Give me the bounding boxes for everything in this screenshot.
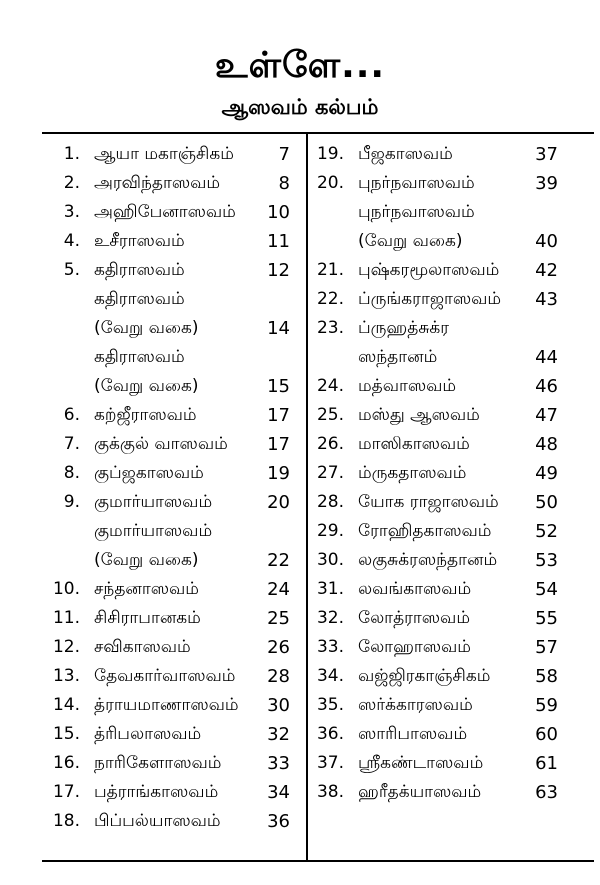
entry-title: ரோஹிதகாஸவம் <box>358 521 492 541</box>
entry-number: 16. <box>52 753 80 773</box>
toc-entry <box>310 372 594 401</box>
toc-entry <box>310 575 594 604</box>
entry-title: குமார்யாஸவம் <box>94 521 213 541</box>
entry-number: 30. <box>316 550 344 570</box>
entry-page-number: 24 <box>267 579 290 600</box>
entry-title: கதிராஸவம் <box>94 347 185 367</box>
entry-number: 35. <box>316 695 344 715</box>
toc-entry <box>310 459 594 488</box>
entry-page-number: 19 <box>267 463 290 484</box>
entry-page-number: 52 <box>535 521 558 542</box>
toc-entry <box>310 285 594 314</box>
top-rule <box>42 132 594 134</box>
column-divider <box>306 134 308 860</box>
toc-entry <box>42 140 304 169</box>
toc-entry <box>310 662 594 691</box>
entry-page-number: 63 <box>535 782 558 803</box>
entry-title: ஸ்ரீகண்டாஸவம் <box>358 753 484 773</box>
entry-number: 8. <box>63 463 80 483</box>
entry-title: நாரிகேளாஸவம் <box>94 753 222 773</box>
entry-title: வஜ்ஜிரகாஞ்சிகம் <box>358 666 491 686</box>
entry-number: 33. <box>316 637 344 657</box>
entry-page-number: 28 <box>267 666 290 687</box>
entry-title: யோக ராஜாஸவம் <box>358 492 499 512</box>
entry-title: குப்ஜகாஸவம் <box>94 463 204 483</box>
entry-number: 14. <box>52 695 80 715</box>
entry-number: 5. <box>63 260 80 280</box>
entry-page-number: 48 <box>535 434 558 455</box>
entry-page-number: 8 <box>278 173 290 194</box>
bottom-rule <box>42 860 594 862</box>
toc-entry <box>310 314 594 372</box>
entry-title: சந்தனாஸவம் <box>94 579 199 599</box>
entry-number: 17. <box>52 782 80 802</box>
entry-title: கதிராஸவம் <box>94 260 185 280</box>
entry-number: 25. <box>316 405 344 425</box>
toc-entry <box>310 198 594 256</box>
toc-entry <box>42 807 304 836</box>
entry-page-number: 25 <box>267 608 290 629</box>
entry-title: ப்ருங்கராஜாஸவம் <box>358 289 502 309</box>
entry-page-number: 50 <box>535 492 558 513</box>
entry-number: 27. <box>316 463 344 483</box>
entry-title: பத்ராங்காஸவம் <box>94 782 219 802</box>
entry-title: புநர்நவாஸவம் <box>358 202 475 222</box>
toc-entry <box>42 169 304 198</box>
toc-entry <box>310 140 594 169</box>
entry-number: 9. <box>63 492 80 512</box>
entry-page-number: 36 <box>267 811 290 832</box>
entry-page-number: 54 <box>535 579 558 600</box>
entry-number: 12. <box>52 637 80 657</box>
toc-entry <box>42 749 304 778</box>
entry-title: கற்ஜீராஸவம் <box>94 405 197 425</box>
entry-number: 13. <box>52 666 80 686</box>
entry-title: கதிராஸவம் <box>94 289 185 309</box>
toc-entry <box>310 720 594 749</box>
toc-entry <box>42 517 304 575</box>
toc-entry <box>310 546 594 575</box>
entry-page-number: 43 <box>535 289 558 310</box>
toc-entry <box>310 778 594 807</box>
toc-entry <box>310 169 594 198</box>
entry-title: தேவகார்வாஸவம் <box>94 666 236 686</box>
entry-number: 3. <box>63 202 80 222</box>
entry-number: 7. <box>63 434 80 454</box>
entry-title: மஸ்து ஆஸவம் <box>358 405 480 425</box>
toc-entry <box>42 285 304 343</box>
entry-title: குக்குல் வாஸவம் <box>94 434 228 454</box>
entry-page-number: 17 <box>267 405 290 426</box>
page-title: உள்ளே... <box>214 45 386 86</box>
entry-number: 31. <box>316 579 344 599</box>
entry-page-number: 22 <box>267 550 290 571</box>
entry-title: ம்ருகதாஸவம் <box>358 463 467 483</box>
entry-title: லோஹாஸவம் <box>358 637 471 657</box>
entry-page-number: 58 <box>535 666 558 687</box>
toc-entry <box>42 343 304 401</box>
toc-entry <box>42 401 304 430</box>
entry-number: 1. <box>63 144 80 164</box>
entry-title: அஹிபேனாஸவம் <box>94 202 236 222</box>
entry-title: ஹரீதக்யாஸவம் <box>358 782 482 802</box>
entry-page-number: 39 <box>535 173 558 194</box>
toc-entry <box>42 604 304 633</box>
entry-page-number: 55 <box>535 608 558 629</box>
entry-title: சவிகாஸவம் <box>94 637 191 657</box>
entry-page-number: 12 <box>267 260 290 281</box>
toc-entry <box>310 488 594 517</box>
entry-page-number: 40 <box>535 231 558 252</box>
entry-number: 2. <box>63 173 80 193</box>
entry-title: புஷ்கரமூலாஸவம் <box>358 260 500 280</box>
entry-page-number: 20 <box>267 492 290 513</box>
toc-entry <box>310 604 594 633</box>
entry-page-number: 60 <box>535 724 558 745</box>
entry-page-number: 33 <box>267 753 290 774</box>
toc-entry <box>310 633 594 662</box>
toc-entry <box>42 691 304 720</box>
toc-left-column <box>42 140 304 836</box>
entry-title: ஸர்க்காரஸவம் <box>358 695 473 715</box>
toc-entry <box>42 256 304 285</box>
entry-title-note: (வேறு வகை) <box>94 550 199 570</box>
entry-title: ஆயா மகாஞ்சிகம் <box>94 144 234 164</box>
entry-number: 22. <box>316 289 344 309</box>
toc-entry <box>310 430 594 459</box>
entry-page-number: 42 <box>535 260 558 281</box>
entry-title: மாஸிகாஸவம் <box>358 434 470 454</box>
entry-page-number: 44 <box>535 347 558 368</box>
toc-entry <box>42 575 304 604</box>
entry-page-number: 15 <box>267 376 290 397</box>
toc-entry <box>42 778 304 807</box>
entry-number: 11. <box>52 608 80 628</box>
entry-page-number: 47 <box>535 405 558 426</box>
entry-title-note: (வேறு வகை) <box>94 376 199 396</box>
entry-title: அரவிந்தாஸவம் <box>94 173 221 193</box>
entry-number: 32. <box>316 608 344 628</box>
entry-number: 29. <box>316 521 344 541</box>
entry-title: ப்ருஹத்சுக்ர <box>358 318 450 338</box>
entry-page-number: 7 <box>278 144 290 165</box>
entry-number: 26. <box>316 434 344 454</box>
entry-title: பீஜகாஸவம் <box>358 144 453 164</box>
entry-number: 37. <box>316 753 344 773</box>
entry-number: 4. <box>63 231 80 251</box>
entry-title: பிப்பல்யாஸவம் <box>94 811 221 831</box>
entry-number: 21. <box>316 260 344 280</box>
entry-page-number: 46 <box>535 376 558 397</box>
toc-right-column <box>310 140 594 807</box>
entry-page-number: 34 <box>267 782 290 803</box>
entry-page-number: 11 <box>267 231 290 252</box>
entry-title: லகுசுக்ரஸந்தானம் <box>358 550 498 570</box>
entry-title: புநர்நவாஸவம் <box>358 173 475 193</box>
entry-number: 28. <box>316 492 344 512</box>
entry-page-number: 17 <box>267 434 290 455</box>
entry-title: த்ரிபலாஸவம் <box>94 724 202 744</box>
entry-page-number: 10 <box>267 202 290 223</box>
toc-entry <box>310 749 594 778</box>
entry-page-number: 61 <box>535 753 558 774</box>
toc-entry <box>310 401 594 430</box>
toc-entry <box>42 430 304 459</box>
entry-page-number: 14 <box>267 318 290 339</box>
toc-entry <box>42 227 304 256</box>
entry-number: 18. <box>52 811 80 831</box>
section-heading: ஆஸவம் கல்பம் <box>221 95 379 119</box>
entry-title: லவங்காஸவம் <box>358 579 472 599</box>
entry-title: குமார்யாஸவம் <box>94 492 213 512</box>
entry-number: 24. <box>316 376 344 396</box>
entry-number: 23. <box>316 318 344 338</box>
toc-entry <box>310 256 594 285</box>
toc-entry <box>42 198 304 227</box>
entry-title: சிசிராபானகம் <box>94 608 201 628</box>
entry-number: 15. <box>52 724 80 744</box>
entry-title-note: (வேறு வகை) <box>94 318 199 338</box>
entry-number: 36. <box>316 724 344 744</box>
entry-page-number: 37 <box>535 144 558 165</box>
entry-title: மத்வாஸவம் <box>358 376 457 396</box>
entry-number: 6. <box>63 405 80 425</box>
entry-number: 19. <box>316 144 344 164</box>
entry-number: 10. <box>52 579 80 599</box>
entry-number: 34. <box>316 666 344 686</box>
entry-number: 38. <box>316 782 344 802</box>
entry-number: 20. <box>316 173 344 193</box>
toc-entry <box>310 517 594 546</box>
entry-page-number: 53 <box>535 550 558 571</box>
entry-page-number: 30 <box>267 695 290 716</box>
toc-entry <box>42 720 304 749</box>
entry-page-number: 59 <box>535 695 558 716</box>
entry-page-number: 57 <box>535 637 558 658</box>
entry-page-number: 26 <box>267 637 290 658</box>
toc-entry <box>42 662 304 691</box>
entry-title: த்ராயமாணாஸவம் <box>94 695 239 715</box>
entry-title: உசீராஸவம் <box>94 231 185 251</box>
toc-entry <box>42 459 304 488</box>
entry-title: ஸாரிபாஸவம் <box>358 724 468 744</box>
toc-entry <box>42 633 304 662</box>
entry-page-number: 49 <box>535 463 558 484</box>
entry-title: லோத்ராஸவம் <box>358 608 471 628</box>
entry-title-note: ஸந்தானம் <box>358 347 438 367</box>
entry-page-number: 32 <box>267 724 290 745</box>
toc-entry <box>42 488 304 517</box>
entry-title-note: (வேறு வகை) <box>358 231 463 251</box>
toc-entry <box>310 691 594 720</box>
